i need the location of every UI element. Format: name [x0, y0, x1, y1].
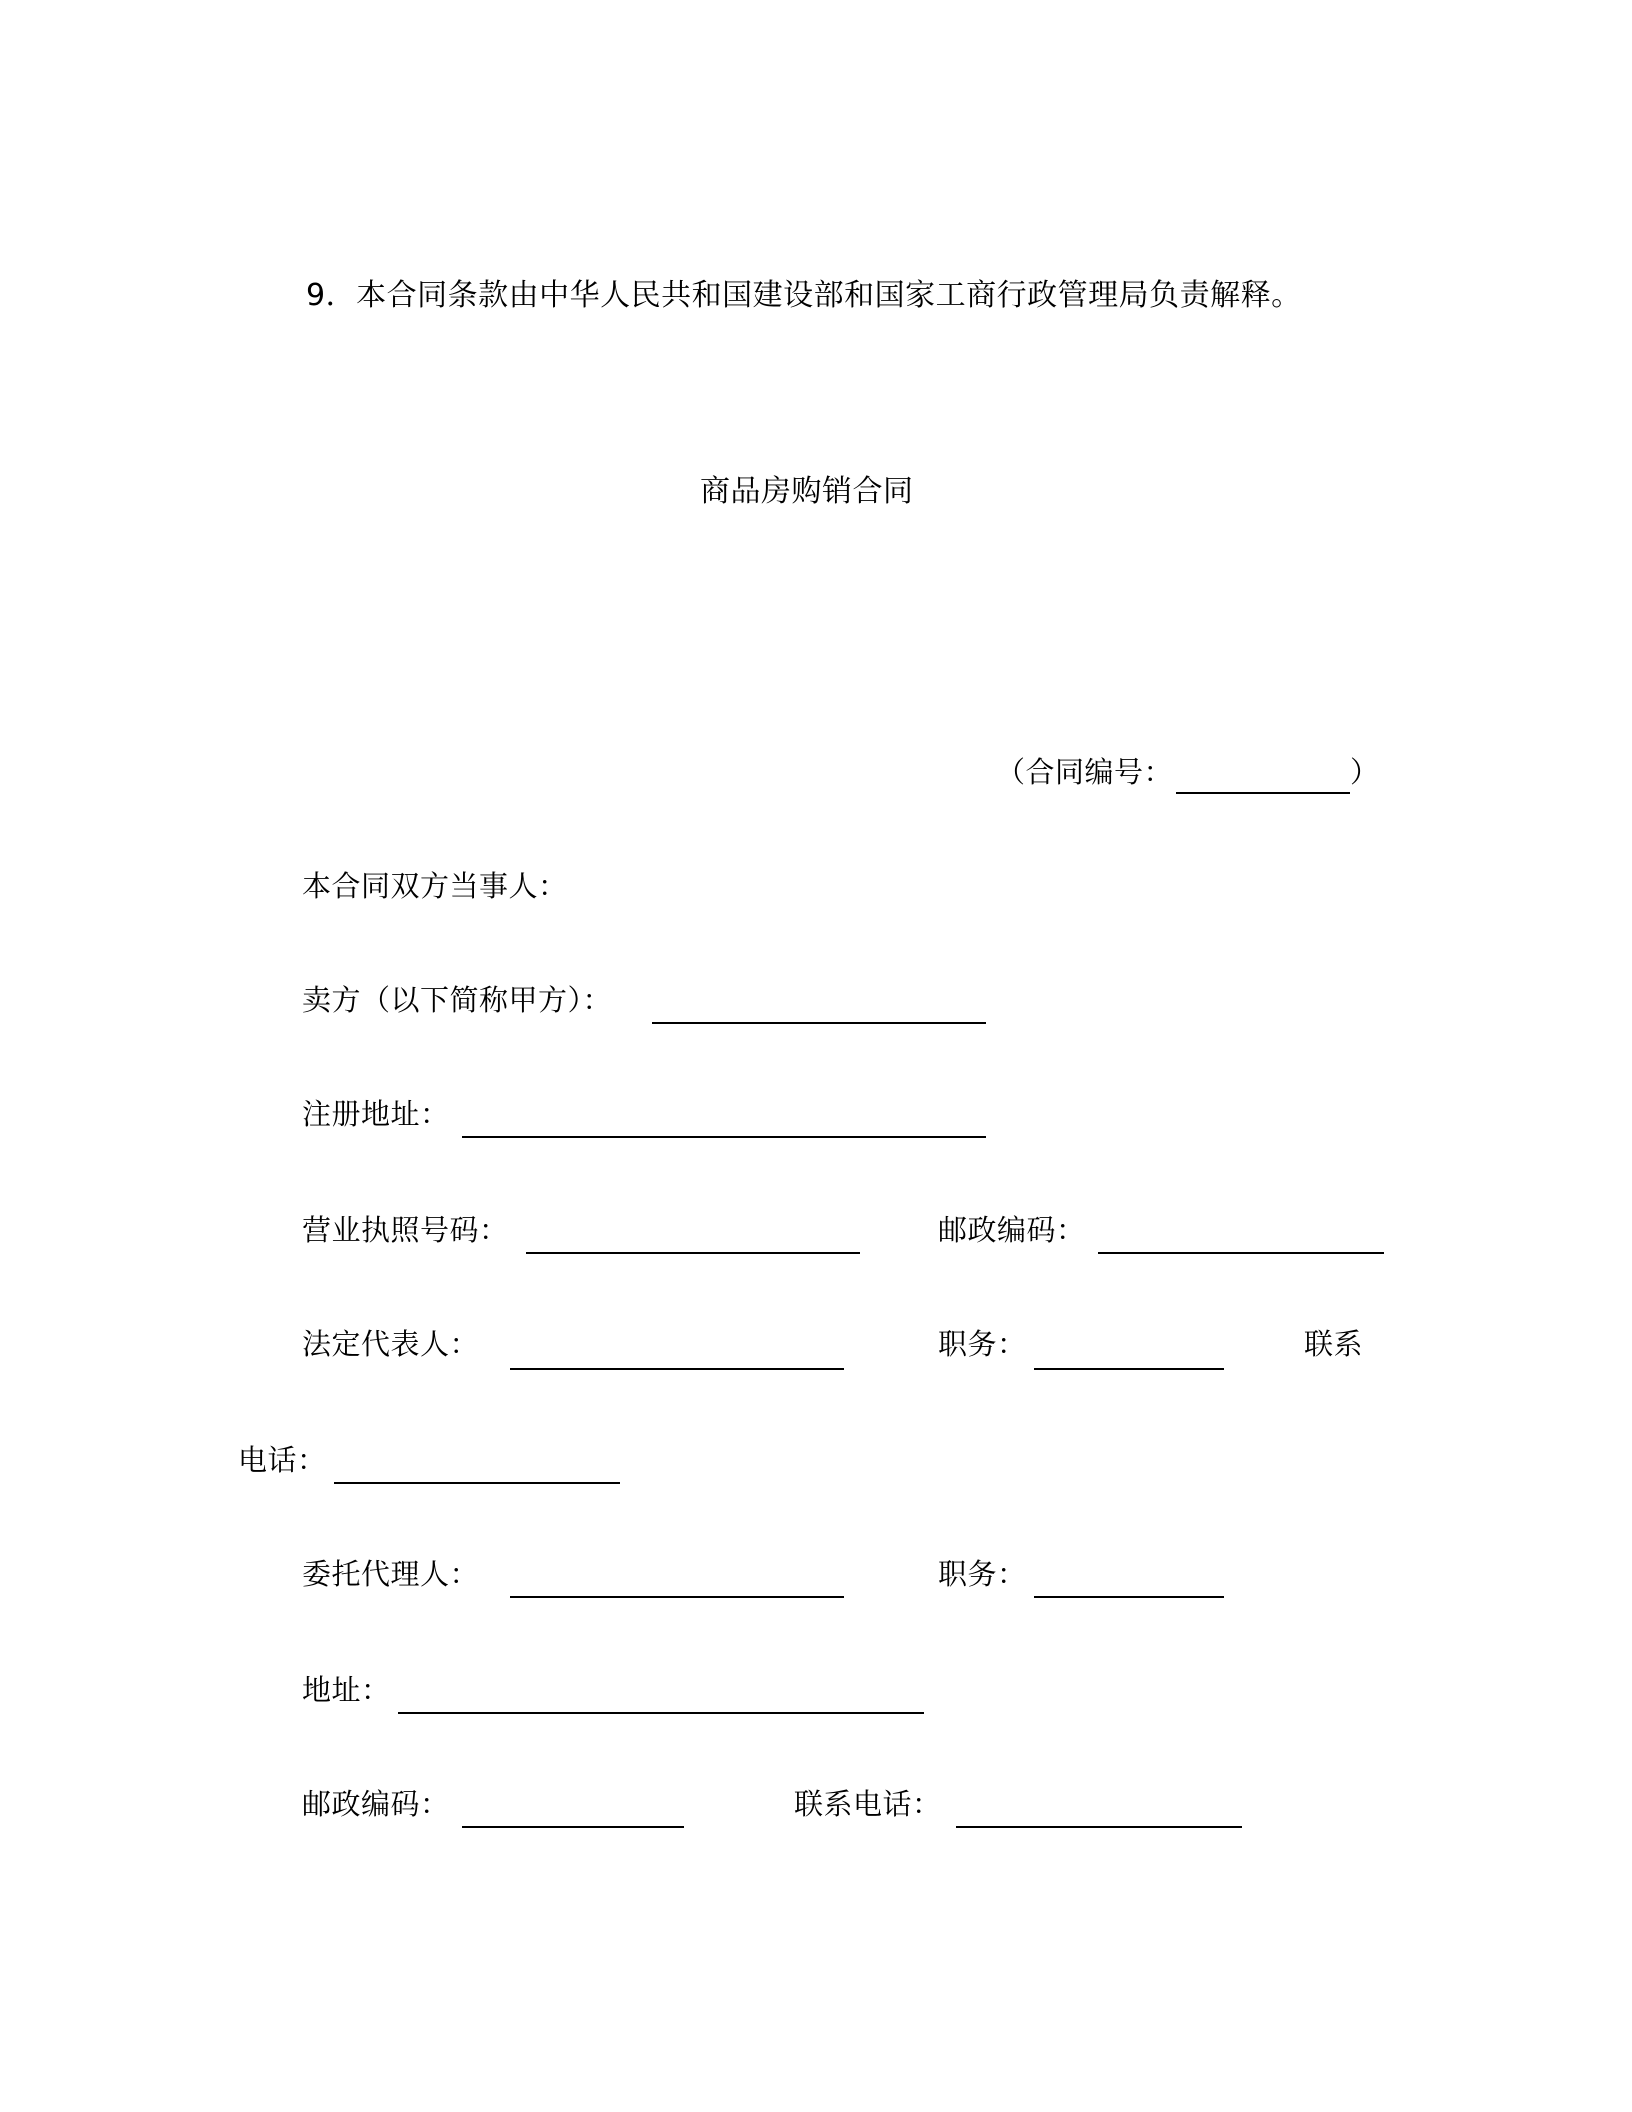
phone-field[interactable] — [956, 1826, 1242, 1828]
business-license-label: 营业执照号码： — [302, 1213, 509, 1247]
phone-label: 联系电话： — [794, 1787, 942, 1821]
contact-prefix: 联系 — [1304, 1327, 1364, 1361]
registered-address-field[interactable] — [462, 1136, 986, 1138]
seller-label: 卖方（以下简称甲方）： — [302, 983, 613, 1017]
agent-label: 委托代理人： — [302, 1557, 480, 1591]
postal-code-field[interactable] — [1098, 1252, 1384, 1254]
seller-name-field[interactable] — [652, 1022, 986, 1024]
business-license-field[interactable] — [526, 1252, 860, 1254]
parties-heading: 本合同双方当事人： — [302, 869, 568, 903]
address-label: 地址： — [302, 1673, 391, 1707]
contract-no-close: ） — [1350, 755, 1380, 789]
position-field[interactable] — [1034, 1368, 1224, 1370]
contract-no-label: （合同编号： — [996, 755, 1174, 789]
contract-no-field[interactable] — [1176, 792, 1350, 794]
legal-rep-label: 法定代表人： — [302, 1327, 480, 1361]
agent-field[interactable] — [510, 1596, 844, 1598]
agent-postal-code-field[interactable] — [462, 1826, 684, 1828]
address-field[interactable] — [398, 1712, 924, 1714]
agent-postal-code-label: 邮政编码： — [302, 1787, 450, 1821]
legal-rep-field[interactable] — [510, 1368, 844, 1370]
clause-9: 9．本合同条款由中华人民共和国建设部和国家工商行政管理局负责解释。 — [306, 278, 1302, 313]
contact-phone-field[interactable] — [334, 1482, 620, 1484]
postal-code-label: 邮政编码： — [938, 1213, 1086, 1247]
agent-position-label: 职务： — [938, 1557, 1027, 1591]
phone-label-wrapped: 电话： — [238, 1443, 327, 1477]
position-label: 职务： — [938, 1327, 1027, 1361]
registered-address-label: 注册地址： — [302, 1097, 450, 1131]
contract-title: 商品房购销合同 — [700, 474, 914, 509]
agent-position-field[interactable] — [1034, 1596, 1224, 1598]
